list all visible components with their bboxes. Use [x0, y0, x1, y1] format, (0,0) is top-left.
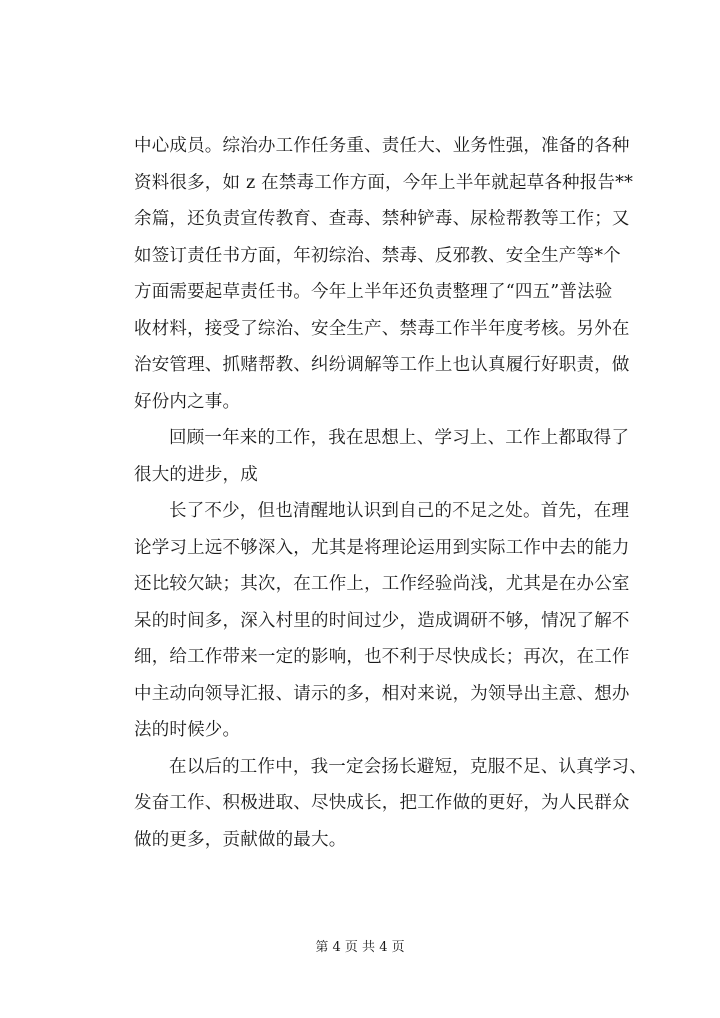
text-line: 余篇，还负责宣传教育、查毒、禁种铲毒、尿检帮教等工作；又 [134, 209, 630, 229]
text-line: 治安管理、抓赌帮教、纠纷调解等工作上也认真履行好职责，做 [134, 355, 630, 375]
text-line: 发奋工作、积极进取、尽快成长，把工作做的更好，为人民群众 [134, 793, 630, 813]
text-line: 论学习上远不够深入，尤其是将理论运用到实际工作中去的能力 [134, 537, 630, 558]
text-line: 细，给工作带来一定的影响，也不利于尽快成长；再次，在工作 [134, 647, 630, 667]
text-line: 做的更多，贡献做的最大。 [134, 829, 347, 850]
text-line: 好份内之事。 [134, 391, 241, 412]
text-line: 如签订责任书方面，年初综治、禁毒、反邪教、安全生产等*个 [134, 245, 621, 266]
page-footer: 第 4 页 共 4 页 [315, 940, 405, 955]
text-line: 很大的进步，成 [134, 464, 258, 485]
body-text [134, 128, 647, 858]
text-line: 资料很多，如 z 在禁毒工作方面，今年上半年就起草各种报告** [134, 172, 634, 193]
text-line: 收材料，接受了综治、安全生产、禁毒工作半年度考核。另外在 [134, 318, 630, 339]
text-line: 方面需要起草责任书。今年上半年还负责整理了“四五”普法验 [134, 282, 613, 302]
text-line: 呆的时间多，深入村里的时间过少，造成调研不够，情况了解不 [134, 610, 630, 631]
text-line: 中主动向领导汇报、请示的多，相对来说，为领导出主意、想办 [134, 683, 630, 704]
text-line: 长了不少，但也清醒地认识到自己的不足之处。首先，在理 [169, 501, 630, 521]
text-line: 在以后的工作中，我一定会扬长避短，克服不足、认真学习、 [169, 756, 647, 777]
text-line: 中心成员。综治办工作任务重、责任大、业务性强，准备的各种 [134, 136, 630, 156]
text-line: 回顾一年来的工作，我在思想上、学习上、工作上都取得了 [169, 428, 630, 448]
text-line: 法的时候少。 [134, 720, 241, 740]
text-line: 还比较欠缺；其次，在工作上，工作经验尚浅，尤其是在办公室 [134, 574, 630, 594]
